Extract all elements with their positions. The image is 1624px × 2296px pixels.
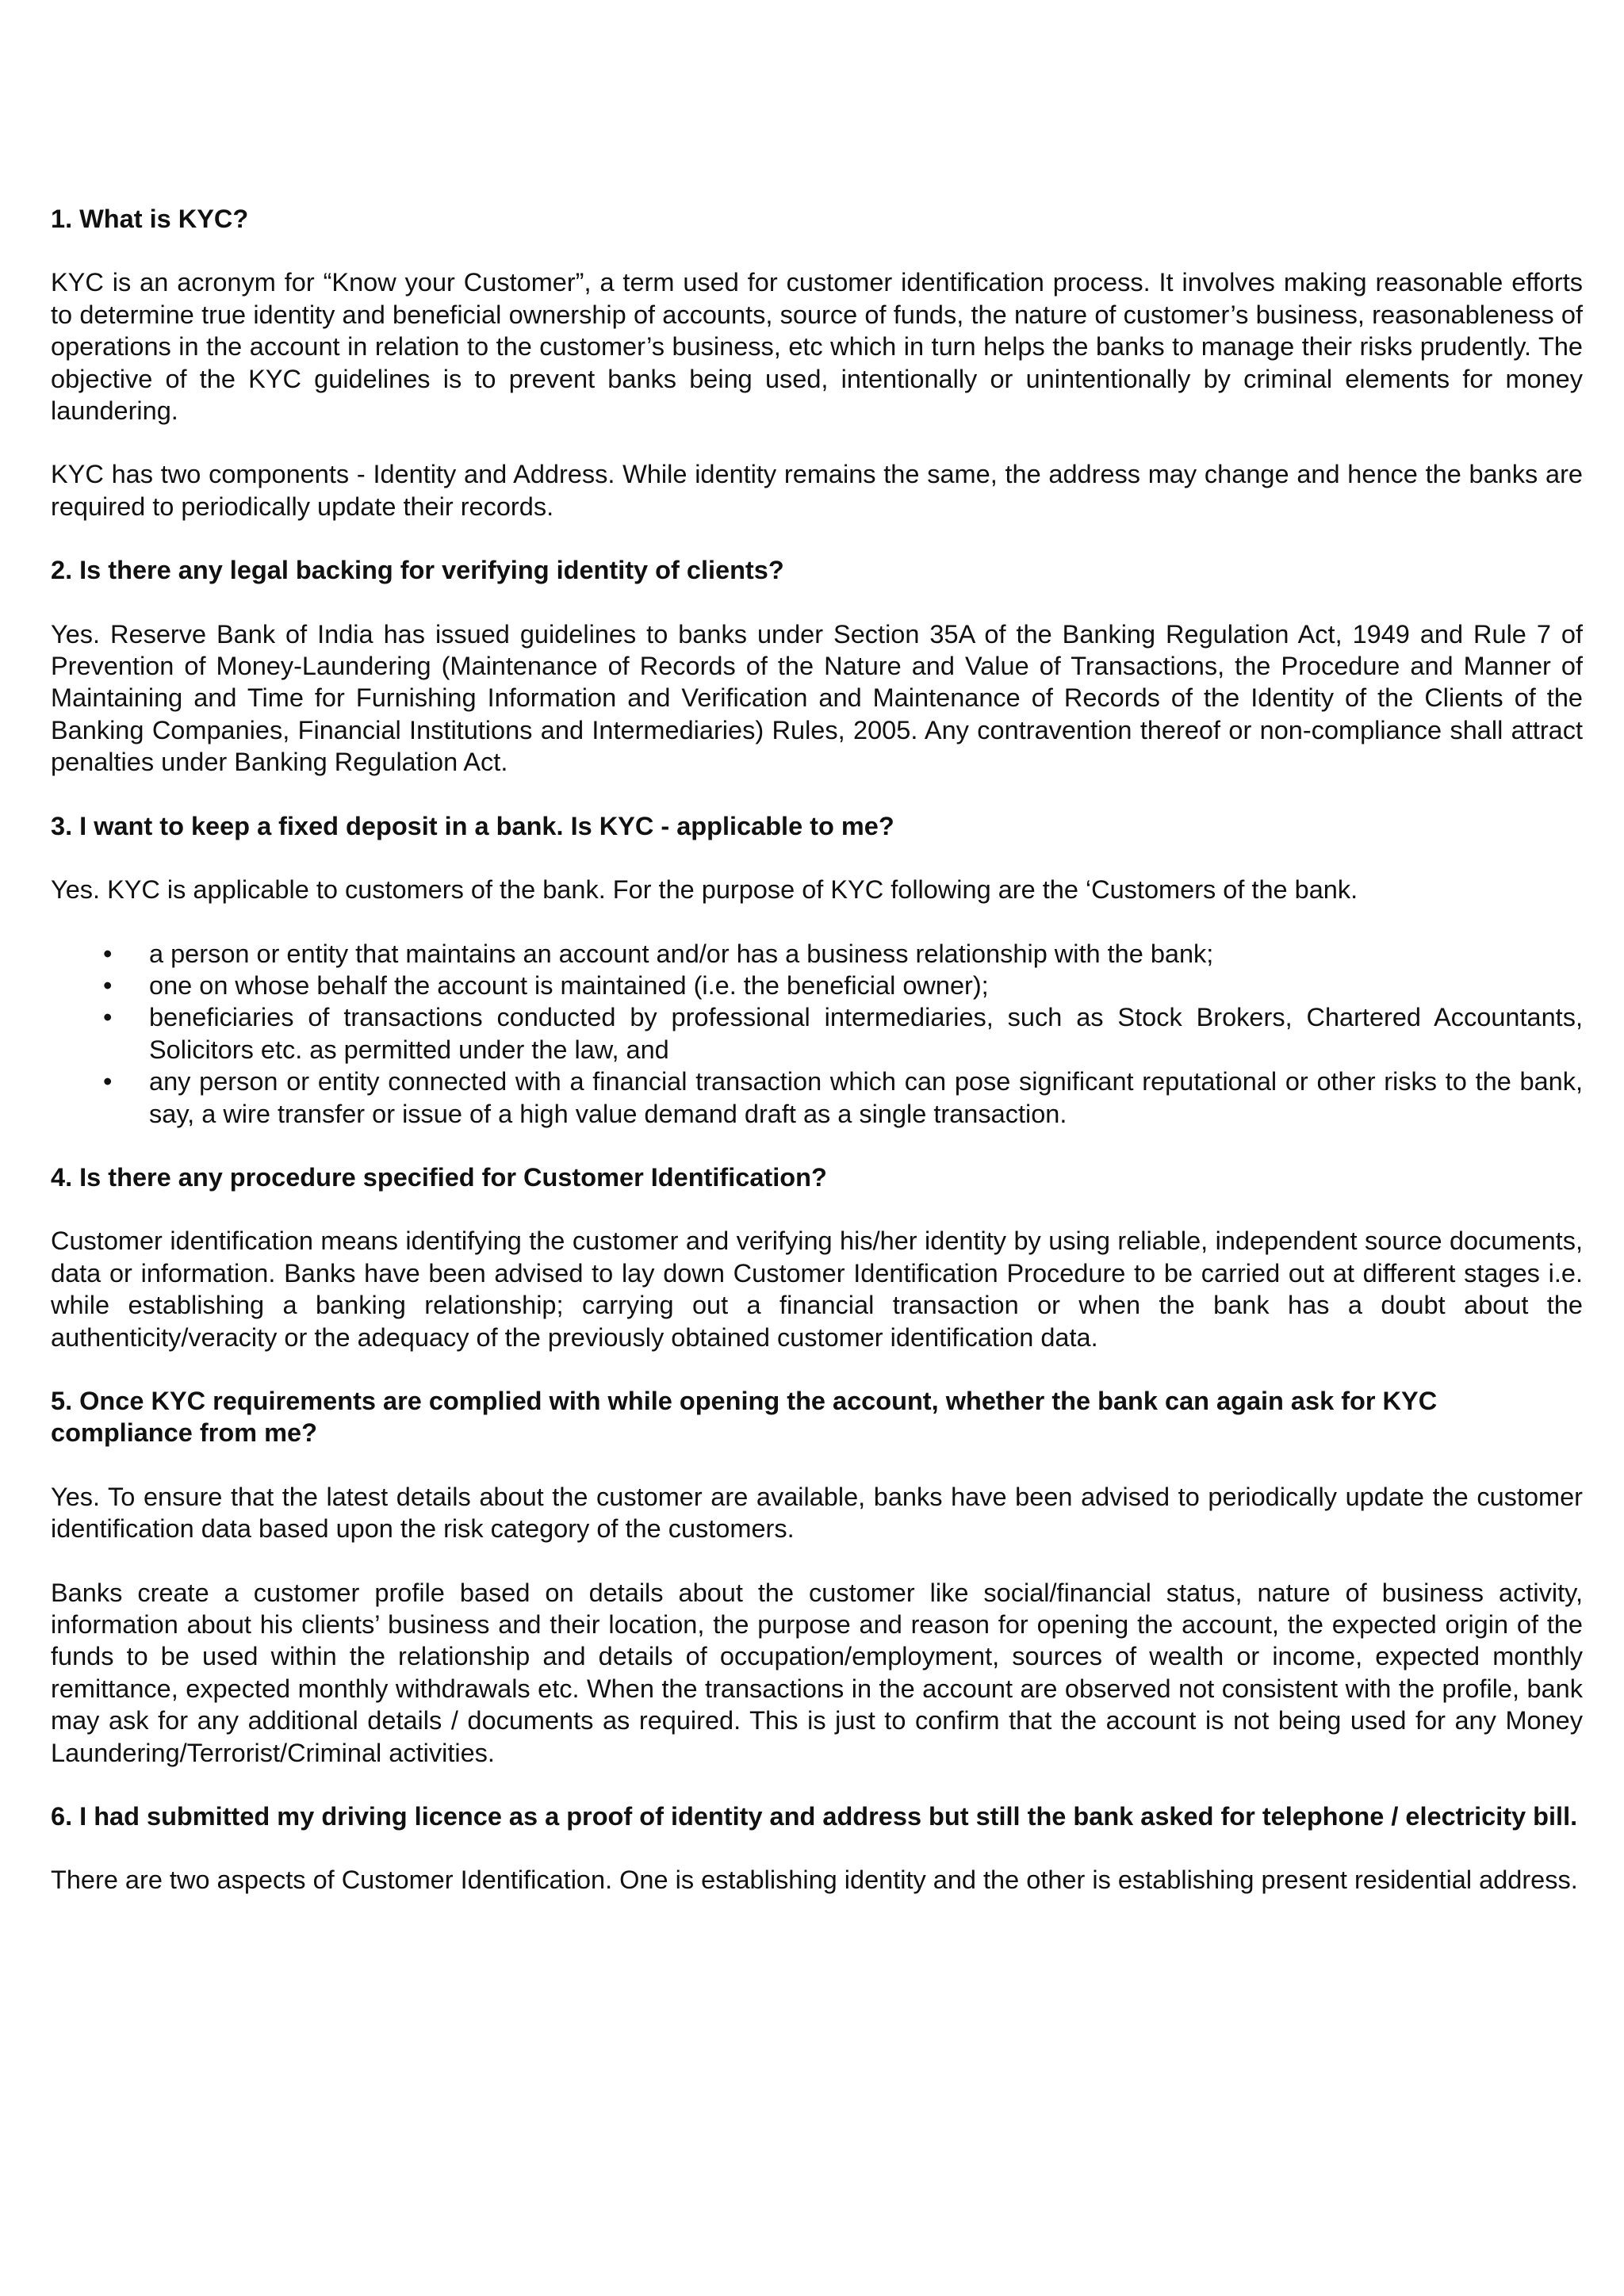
list-item	[51, 1066, 1583, 1130]
answer-paragraph: Banks create a customer profile based on details about the customer like social/financial status, nature of business activity, information about his clients’ business and their location, the purpose and reason for opening the account, the expected origin of the funds to be used within the relationship and details of occupation/employment, sources of wealth or income, expected monthly remittance, expected monthly withdrawals etc. When the transactions in the account are observed not consistent with the profile, bank may ask for any additional details / documents as required. This is just to confirm that the account is not being used for any Money Laundering/Terrorist/Criminal activities.	[51, 1578, 1583, 1767]
answer-paragraph: Yes. To ensure that the latest details about the customer are available, banks have been advised to periodically update the customer identification data based upon the risk category of the customers.	[51, 1482, 1583, 1544]
list-item-text: any person or entity connected with a financial transaction which can pose significant reputational or other risks to the bank, say, a wire transfer or issue of a high value demand draft as a single transaction.	[149, 1067, 1583, 1128]
answer-paragraph: Yes. KYC is applicable to customers of the bank. For the purpose of KYC following are the ‘Customers of the bank.	[51, 875, 1358, 905]
answer-paragraph: Customer identification means identifying the customer and verifying his/her identity by using reliable, independent source documents, data or information. Banks have been advised to lay down Customer Identification Procedure to be carried out at different stages i.e. while establishing a banking relationship; carrying out a financial transaction or when the bank has a doubt about the authenticity/veracity or the adequacy of the previously obtained customer identification data.	[51, 1226, 1583, 1352]
list-item-text: a person or entity that maintains an account and/or has a business relationship with the bank;	[149, 939, 1214, 968]
list-item	[51, 938, 1583, 970]
customer-definition-list	[51, 938, 1583, 1130]
question-heading: 2. Is there any legal backing for verifying identity of clients?	[51, 556, 784, 585]
question-heading: 6. I had submitted my driving licence as a proof of identity and address but still the bank asked for telephone / electricity bill.	[51, 1802, 1578, 1831]
bullet-icon: •	[103, 970, 113, 1000]
answer-paragraph: Yes. Reserve Bank of India has issued guidelines to banks under Section 35A of the Banking Regulation Act, 1949 and Rule 7 of Prevention of Money-Laundering (Maintenance of Records of the Nature and Value of Transactions, the Procedure and Manner of Maintaining and Time for Furnishing Information and Verification and Maintenance of Records of the Identity of the Clients of the Banking Companies, Financial Institutions and Intermediaries) Rules, 2005. Any contravention thereof or non-compliance shall attract penalties under Banking Regulation Act.	[51, 619, 1583, 777]
answer-paragraph: There are two aspects of Customer Identification. One is establishing identity and the other is establishing present residential address.	[51, 1866, 1578, 1895]
question-heading: 5. Once KYC requirements are complied with while opening the account, whether the bank can again ask for KYC compliance from me?	[51, 1386, 1438, 1448]
list-item	[51, 970, 1583, 1001]
list-item-text: beneficiaries of transactions conducted by professional intermediaries, such as Stock Brokers, Chartered Accountants, Solicitors etc. as permitted under the law, and	[149, 1003, 1583, 1064]
bullet-icon: •	[103, 939, 113, 968]
answer-paragraph: KYC has two components - Identity and Address. While identity remains the same, the address may change and hence the banks are required to periodically update their records.	[51, 460, 1583, 521]
bullet-icon: •	[103, 1003, 113, 1032]
question-heading: 3. I want to keep a fixed deposit in a bank. Is KYC - applicable to me?	[51, 811, 894, 840]
document-page	[51, 203, 1583, 1928]
list-item-text: one on whose behalf the account is maintained (i.e. the beneficial owner);	[149, 970, 989, 1000]
question-heading: 4. Is there any procedure specified for Customer Identification?	[51, 1162, 827, 1192]
bullet-icon: •	[103, 1067, 113, 1096]
question-heading: 1. What is KYC?	[51, 205, 249, 233]
list-item	[51, 1001, 1583, 1066]
answer-paragraph: KYC is an acronym for “Know your Customer”, a term used for customer identification process. It involves making reasonable efforts to determine true identity and beneficial ownership of accounts, source of funds, the nature of customer’s business, reasonableness of operations in the account in relation to the customer’s business, etc which in turn helps the banks to manage their risks prudently. The objective of the KYC guidelines is to prevent banks being used, intentionally or unintentionally by criminal elements for money laundering.	[51, 268, 1583, 426]
